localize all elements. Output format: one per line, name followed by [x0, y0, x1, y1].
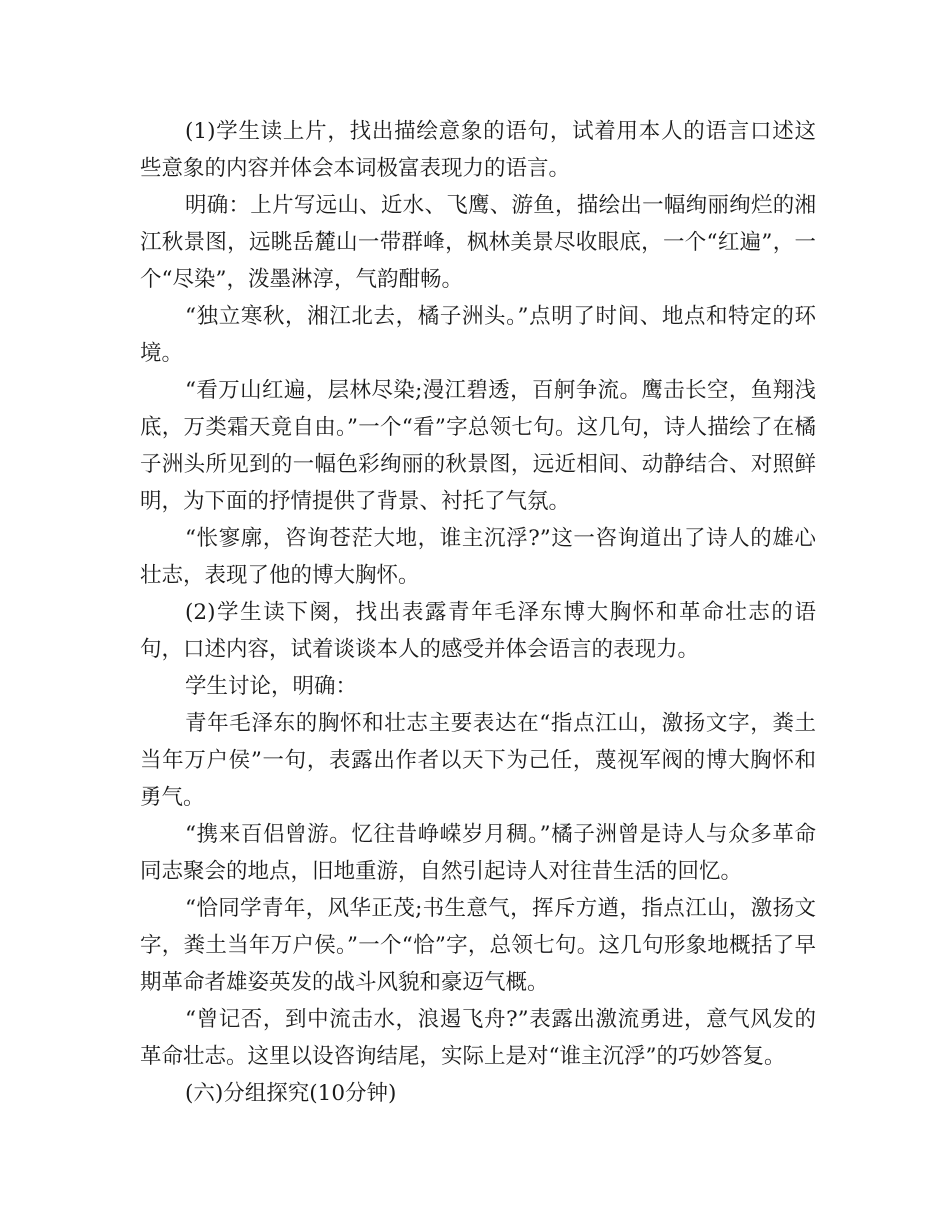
paragraph: “曾记否，到中流击水，浪遏飞舟?”表露出激流勇进，意气风发的革命壮志。这里以设咨询结尾，实际上是对“谁主沉浮”的巧妙答复。: [140, 1007, 816, 1069]
section-heading: (六)分组探究(10分钟): [185, 1081, 397, 1106]
paragraph: “携来百侣曾游。忆往昔峥嵘岁月稠。”橘子洲曾是诗人与众多革命同志聚会的地点，旧地重游，自然引起诗人对往昔生活的回忆。: [140, 822, 816, 884]
paragraph: 明确：上片写远山、近水、飞鹰、游鱼，描绘出一幅绚丽绚烂的湘江秋景图，远眺岳麓山一带群峰，枫林美景尽收眼底，一个“红遍”，一个“尽染”，泼墨淋淳，气韵酣畅。: [140, 193, 816, 292]
paragraph: (2)学生读下阕，找出表露青年毛泽东博大胸怀和革命壮志的语句，口述内容，试着谈谈本人的感受并体会语言的表现力。: [140, 600, 816, 662]
paragraph: “怅寥廓，咨询苍茫大地，谁主沉浮?”这一咨询道出了诗人的雄心壮志，表现了他的博大胸怀。: [140, 526, 816, 588]
paragraph: 青年毛泽东的胸怀和壮志主要表达在“指点江山，激扬文字，粪土当年万户侯”一句，表露出作者以天下为己任，蔑视军阀的博大胸怀和勇气。: [140, 711, 816, 810]
paragraph: “独立寒秋，湘江北去，橘子洲头。”点明了时间、地点和特定的环境。: [140, 304, 816, 366]
paragraph: “恰同学青年，风华正茂;书生意气，挥斥方遒，指点江山，激扬文字，粪土当年万户侯。”一个“恰”字，总领七句。这几句形象地概括了早期革命者雄姿英发的战斗风貌和豪迈气概。: [140, 896, 816, 995]
document-body: [140, 113, 816, 1112]
paragraph: 学生讨论，明确：: [185, 674, 358, 699]
paragraph: “看万山红遍，层林尽染;漫江碧透，百舸争流。鹰击长空，鱼翔浅底，万类霜天竟自由。”一个“看”字总领七句。这几句，诗人描绘了在橘子洲头所见到的一幅色彩绚丽的秋景图，远近相间、动静结合、对照鲜明，为下面的抒情提供了背景、衬托了气氛。: [140, 378, 816, 514]
paragraph: (1)学生读上片，找出描绘意象的语句，试着用本人的语言口述这些意象的内容并体会本词极富表现力的语言。: [140, 119, 816, 181]
